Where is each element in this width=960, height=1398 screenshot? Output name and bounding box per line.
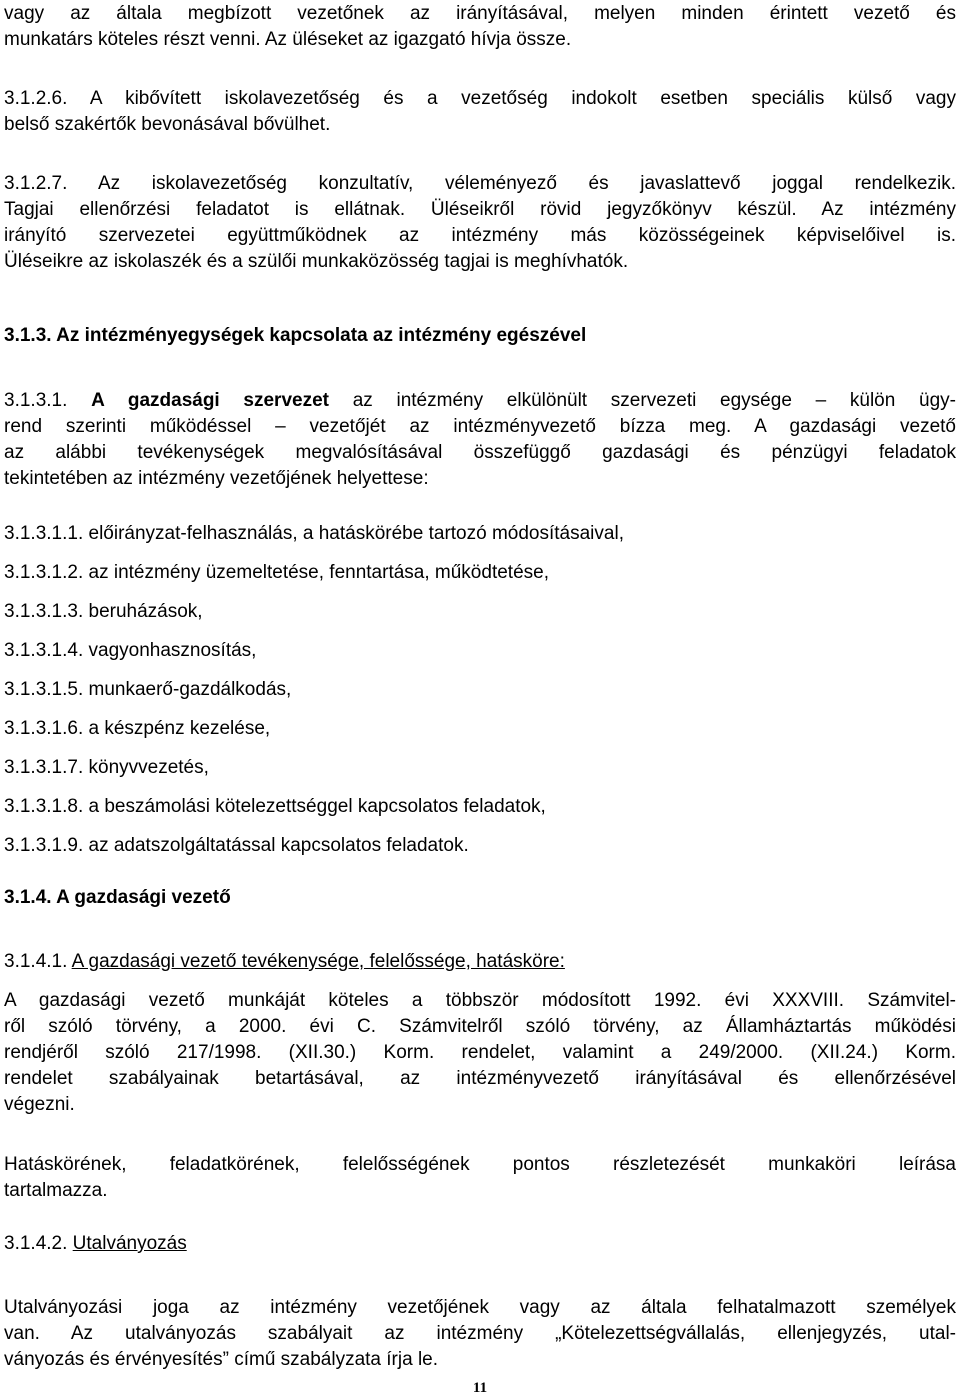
gv-line-3: rendjéről szóló 217/1998. (XII.30.) Korm. rendelet, valamint a 249/2000. (XII.24.) Korm. <box>4 1042 956 1063</box>
section-3126-line-1: 3.1.2.6. A kibővített iskolavezetőség és a vezetőség indokolt esetben speciális külső vagy <box>4 88 956 109</box>
utalvanyozas-line-3: ványozás és érvényesítés” című szabályzata írja le. <box>4 1349 439 1370</box>
list-item: 3.1.3.1.3. beruházások, <box>4 601 203 622</box>
section-3131-number: 3.1.3.1. <box>4 390 92 411</box>
gv-line-4: rendelet szabályainak betartásával, az intézményvezető irányításával és ellenőrzésével <box>4 1068 956 1089</box>
heading-3141 <box>4 949 956 975</box>
section-3127-line-1: 3.1.2.7. Az iskolavezetőség konzultatív, véleményező és javaslattevő joggal rendelkezik. <box>4 173 956 194</box>
hataskor-line-1: Hatáskörének, feladatkörének, felelősségének pontos részletezését munkaköri leírása <box>4 1154 956 1175</box>
list-item: 3.1.3.1.9. az adatszolgáltatással kapcsolatos feladatok. <box>4 835 469 856</box>
intro-line-2: munkatárs köteles részt venni. Az üléseket az igazgató hívja össze. <box>4 29 572 50</box>
intro-line-1: vagy az általa megbízott vezetőnek az irányításával, melyen minden érintett vezető és <box>4 3 956 24</box>
list-item: 3.1.3.1.1. előirányzat-felhasználás, a hatáskörébe tartozó módosításaival, <box>4 523 624 544</box>
list-item: 3.1.3.1.8. a beszámolási kötelezettséggel kapcsolatos feladatok, <box>4 796 546 817</box>
utalvanyozas-line-2: van. Az utalványozás szabályait az intézmény „Kötelezettségvállalás, ellenjegyzés, utal- <box>4 1323 956 1344</box>
section-3127-line-3: irányító szervezetei együttműködnek az intézmény más közösségeinek képviselőivel is. <box>4 225 956 246</box>
list-item: 3.1.3.1.4. vagyonhasznosítás, <box>4 640 257 661</box>
section-3131-text: az intézmény elkülönült szervezeti egysége – külön ügy- <box>328 390 956 411</box>
utalvanyozas-line-1: Utalványozási joga az intézmény vezetőjének vagy az általa felhatalmazott személyek <box>4 1297 956 1318</box>
list-item: 3.1.3.1.5. munkaerő-gazdálkodás, <box>4 679 292 700</box>
heading-3141-title: A gazdasági vezető tevékenysége, felelőssége, hatásköre: <box>71 951 565 972</box>
section-3126-line-2: belső szakértők bevonásával bővülhet. <box>4 114 331 135</box>
heading-3142 <box>4 1231 956 1257</box>
section-3131-line-2: rend szerinti működéssel – vezetőjét az intézményvezető bízza meg. A gazdasági vezető <box>4 416 956 437</box>
section-3131-line-3: az alábbi tevékenységek megvalósításával összefüggő gazdasági és pénzügyi feladatok <box>4 442 956 463</box>
hataskor-line-2: tartalmazza. <box>4 1180 108 1201</box>
heading-313: 3.1.3. Az intézményegységek kapcsolata az intézmény egészével <box>4 325 587 346</box>
heading-314: 3.1.4. A gazdasági vezető <box>4 887 231 908</box>
gazdasagi-szervezet-term: A gazdasági szervezet <box>91 390 329 411</box>
heading-3141-number: 3.1.4.1. <box>4 951 72 972</box>
section-3131-line-4: tekintetében az intézmény vezetőjének helyettese: <box>4 468 429 489</box>
gv-line-1: A gazdasági vezető munkáját köteles a többször módosított 1992. évi XXXVIII. Számvitel- <box>4 990 956 1011</box>
page-number: 11 <box>472 1380 488 1396</box>
heading-3142-title: Utalványozás <box>72 1233 187 1254</box>
section-3127-line-2: Tagjai ellenőrzési feladatot is ellátnak. Üléseikről rövid jegyzőkönyv készül. Az intézmény <box>4 199 956 220</box>
gv-line-5: végezni. <box>4 1094 75 1115</box>
section-3131-line-1 <box>4 388 956 414</box>
heading-3142-number: 3.1.4.2. <box>4 1233 73 1254</box>
section-3127-line-4: Üléseikre az iskolaszék és a szülői munkaközösség tagjai is meghívhatók. <box>4 251 629 272</box>
gv-line-2: ről szóló törvény, a 2000. évi C. Számvitelről szóló törvény, az Államháztartás működési <box>4 1016 956 1037</box>
list-item: 3.1.3.1.6. a készpénz kezelése, <box>4 718 271 739</box>
list-item: 3.1.3.1.7. könyvvezetés, <box>4 757 209 778</box>
list-item: 3.1.3.1.2. az intézmény üzemeltetése, fenntartása, működtetése, <box>4 562 549 583</box>
